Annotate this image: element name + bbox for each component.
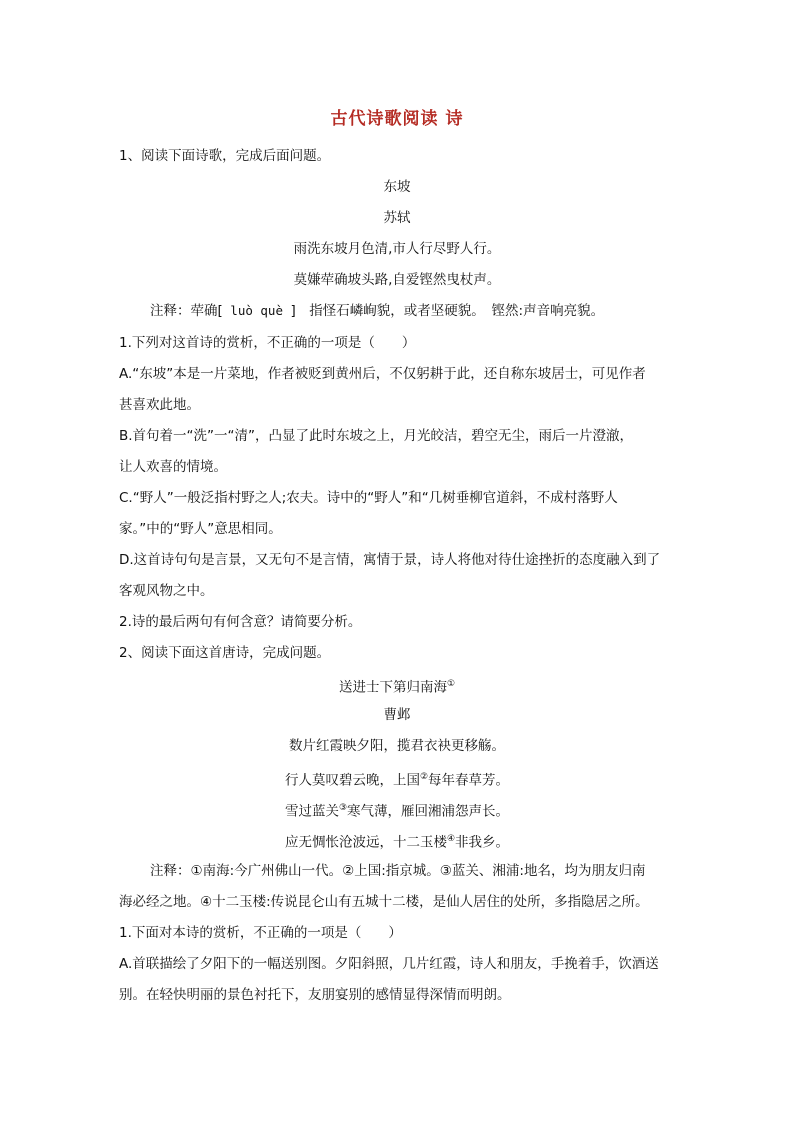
note-pinyin: luò què xyxy=(222,303,291,318)
poem-2-note-line-1: 注释：①南海:今广州佛山一代。②上国:指京城。③蓝关、湘浦:地名，均为朋友归南 xyxy=(150,863,646,879)
q2-option-a-line-1: A.首联描绘了夕阳下的一幅送别图。夕阳斜照，几片红霞，诗人和朋友，手挽着手，饮酒送 xyxy=(119,956,659,972)
poem-1-author: 苏轼 xyxy=(383,210,411,226)
question-2-intro: 2、阅读下面这首唐诗，完成问题。 xyxy=(119,645,331,661)
poem-2-title xyxy=(0,674,794,698)
note-text-a: 注释：荦确[ xyxy=(150,303,223,319)
question-1-intro: 1、阅读下面诗歌，完成后面问题。 xyxy=(119,148,331,164)
poem-2-line-2-a: 行人莫叹碧云晚，上国 xyxy=(284,772,420,789)
question-1-sub-2: 2.诗的最后两句有何含意？请简要分析。 xyxy=(119,614,362,630)
poem-2-line-2-b: 每年春草芳。 xyxy=(428,772,510,789)
question-1-sub-1: 1.下列对这首诗的赏析，不正确的一项是（ ） xyxy=(119,335,416,351)
poem-2-line-3-a: 雪过蓝关 xyxy=(284,803,339,820)
poem-2-line-1: 数片红霞映夕阳，揽君衣袂更移觞。 xyxy=(289,738,505,754)
question-2-sub-1: 1.下面对本诗的赏析，不正确的一项是（ ） xyxy=(119,925,402,941)
note-text-b: ] 指怪石嶙峋貌，或者坚硬貌。 铿然:声音响亮貌。 xyxy=(290,303,605,319)
poem-2-title-text: 送进士下第归南海 xyxy=(338,679,447,696)
footnote-mark-1: ① xyxy=(446,679,456,689)
poem-2-line-3-b: 寒气薄，雁回湘浦怨声长。 xyxy=(347,803,510,820)
q1-option-b-line-1: B.首句着一“洗”一“清”，凸显了此时东坡之上，月光皎洁，碧空无尘，雨后一片澄澈， xyxy=(119,428,634,444)
poem-1-line-1: 雨洗东坡月色清,市人行尽野人行。 xyxy=(293,241,501,257)
q1-option-b-line-2: 让人欢喜的情境。 xyxy=(119,459,227,475)
q1-option-a-line-2: 甚喜欢此地。 xyxy=(119,397,200,413)
q1-option-c-line-1: C.“野人”一般泛指村野之人;农夫。诗中的“野人”和“几树垂柳官道斜，不成村落野人 xyxy=(119,490,618,506)
q2-option-a-line-2: 别。在轻快明丽的景色衬托下，友朋宴别的感情显得深情而明朗。 xyxy=(119,987,511,1003)
poem-2-author: 曹邺 xyxy=(383,707,411,723)
poem-1-note xyxy=(150,301,604,321)
q1-option-d-line-2: 客观风物之中。 xyxy=(119,583,214,599)
q1-option-a-line-1: A.“东坡”本是一片菜地，作者被贬到黄州后，不仅躬耕于此，还自称东坡居士，可见作者 xyxy=(119,366,646,382)
poem-1-line-2: 莫嫌荦确坡头路,自爱铿然曳杖声。 xyxy=(293,272,501,288)
poem-2-line-2 xyxy=(0,767,794,791)
poem-1-title: 东坡 xyxy=(383,179,411,195)
footnote-mark-4: ④ xyxy=(446,834,456,844)
poem-2-note-line-2: 海必经之地。④十二玉楼:传说昆仑山有五城十二楼，是仙人居住的处所，多指隐居之所。 xyxy=(119,894,649,910)
q1-option-c-line-2: 家。”中的“野人”意思相同。 xyxy=(119,521,282,537)
footnote-mark-2: ② xyxy=(419,772,429,782)
page-title: 古代诗歌阅读 诗 xyxy=(330,109,464,129)
poem-2-line-4 xyxy=(0,829,794,853)
poem-2-line-4-a: 应无惆怅沧波远，十二玉楼 xyxy=(284,834,447,851)
poem-2-line-3 xyxy=(0,798,794,822)
poem-2-line-4-b: 非我乡。 xyxy=(455,834,510,851)
footnote-mark-3: ③ xyxy=(338,803,348,813)
q1-option-d-line-1: D.这首诗句句是言景，又无句不是言情，寓情于景，诗人将他对待仕途挫折的态度融入到了 xyxy=(119,552,661,568)
